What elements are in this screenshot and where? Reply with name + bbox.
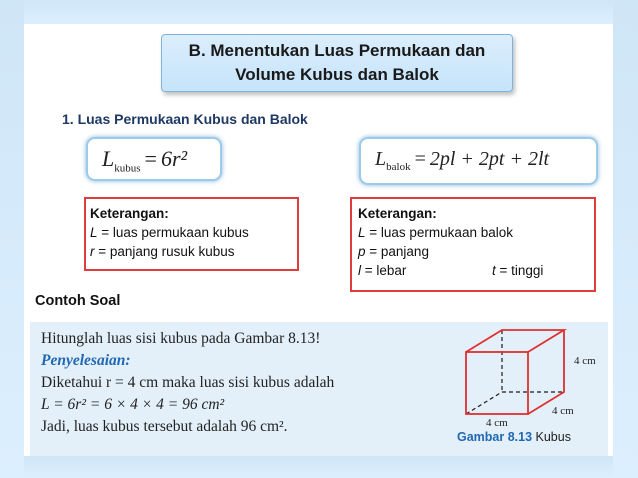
formula-balok-lhs: L — [375, 148, 387, 170]
var-t: t — [492, 263, 496, 278]
desc-l: = luas permukaan kubus — [97, 225, 249, 240]
keterangan-kubus-l — [90, 223, 297, 242]
slide-title — [161, 34, 513, 92]
cube-figure — [460, 328, 606, 428]
keterangan-balok-lt — [358, 261, 594, 280]
figure-caption — [457, 430, 571, 444]
caption-text: Kubus — [532, 430, 571, 444]
desc-r: = panjang rusuk kubus — [94, 244, 235, 259]
frame-right — [613, 0, 638, 478]
title-line-1: B. Menentukan Luas Permukaan dan — [188, 41, 486, 60]
keterangan-balok-box — [350, 197, 596, 292]
section-heading: 1. Luas Permukaan Kubus dan Balok — [62, 111, 308, 127]
frame-top — [0, 0, 638, 24]
contoh-soal-label: Contoh Soal — [35, 293, 121, 309]
keterangan-kubus-title: Keterangan: — [90, 206, 169, 221]
label-right: 4 cm — [574, 355, 596, 367]
formula-kubus-lhs: L — [102, 146, 115, 171]
example-panel — [30, 322, 608, 456]
formula-kubus-rhs: 6r² — [160, 146, 188, 171]
var-l: L — [90, 225, 98, 240]
keterangan-kubus-r — [90, 242, 297, 261]
frame-bottom — [0, 456, 638, 478]
example-line-3: Jadi, luas kubus tersebut adalah 96 cm². — [41, 418, 288, 435]
frame-left — [0, 0, 24, 478]
var-r: r — [90, 244, 95, 259]
label-depth: 4 cm — [552, 405, 574, 417]
label-bottom: 4 cm — [486, 417, 508, 428]
desc-lebar: = lebar — [361, 263, 407, 278]
keterangan-kubus-box — [84, 197, 299, 271]
top-face — [466, 330, 564, 352]
formula-balok-rhs: 2pl + 2pt + 2lt — [429, 148, 550, 170]
formula-kubus-sub: kubus — [114, 162, 141, 175]
keterangan-balok-l — [358, 223, 594, 242]
front-face — [466, 352, 528, 414]
keterangan-balok-p — [358, 242, 594, 261]
var-lebar: l — [358, 263, 361, 278]
keterangan-balok-title: Keterangan: — [358, 206, 437, 221]
desc-p: = panjang — [365, 244, 429, 259]
desc-l: = luas permukaan balok — [365, 225, 513, 240]
desc-t: = tinggi — [495, 263, 544, 278]
caption-bold: Gambar 8.13 — [457, 430, 533, 444]
tinggi-part — [492, 261, 543, 280]
example-question: Hitunglah luas sisi kubus pada Gambar 8.13! — [41, 330, 321, 347]
example-text — [41, 328, 471, 438]
example-line-2: L = 6r² = 6 × 4 × 4 = 96 cm² — [41, 396, 225, 413]
var-p: p — [358, 244, 366, 259]
side-face — [528, 330, 564, 414]
formula-balok-sub: balok — [386, 161, 411, 173]
formula-kubus: $L_{kubus} = 6r^2$ — [86, 137, 222, 181]
example-line-1: Diketahui r = 4 cm maka luas sisi kubus adalah — [41, 374, 335, 391]
var-l: L — [358, 225, 366, 240]
formula-balok: $L_{balok} = 2pl + 2pt + 2lt$ — [359, 137, 598, 185]
example-penyelesaian: Penyelesaian: — [41, 352, 131, 369]
title-line-2: Volume Kubus dan Balok — [235, 65, 439, 84]
hidden-edge-depth — [466, 392, 502, 414]
